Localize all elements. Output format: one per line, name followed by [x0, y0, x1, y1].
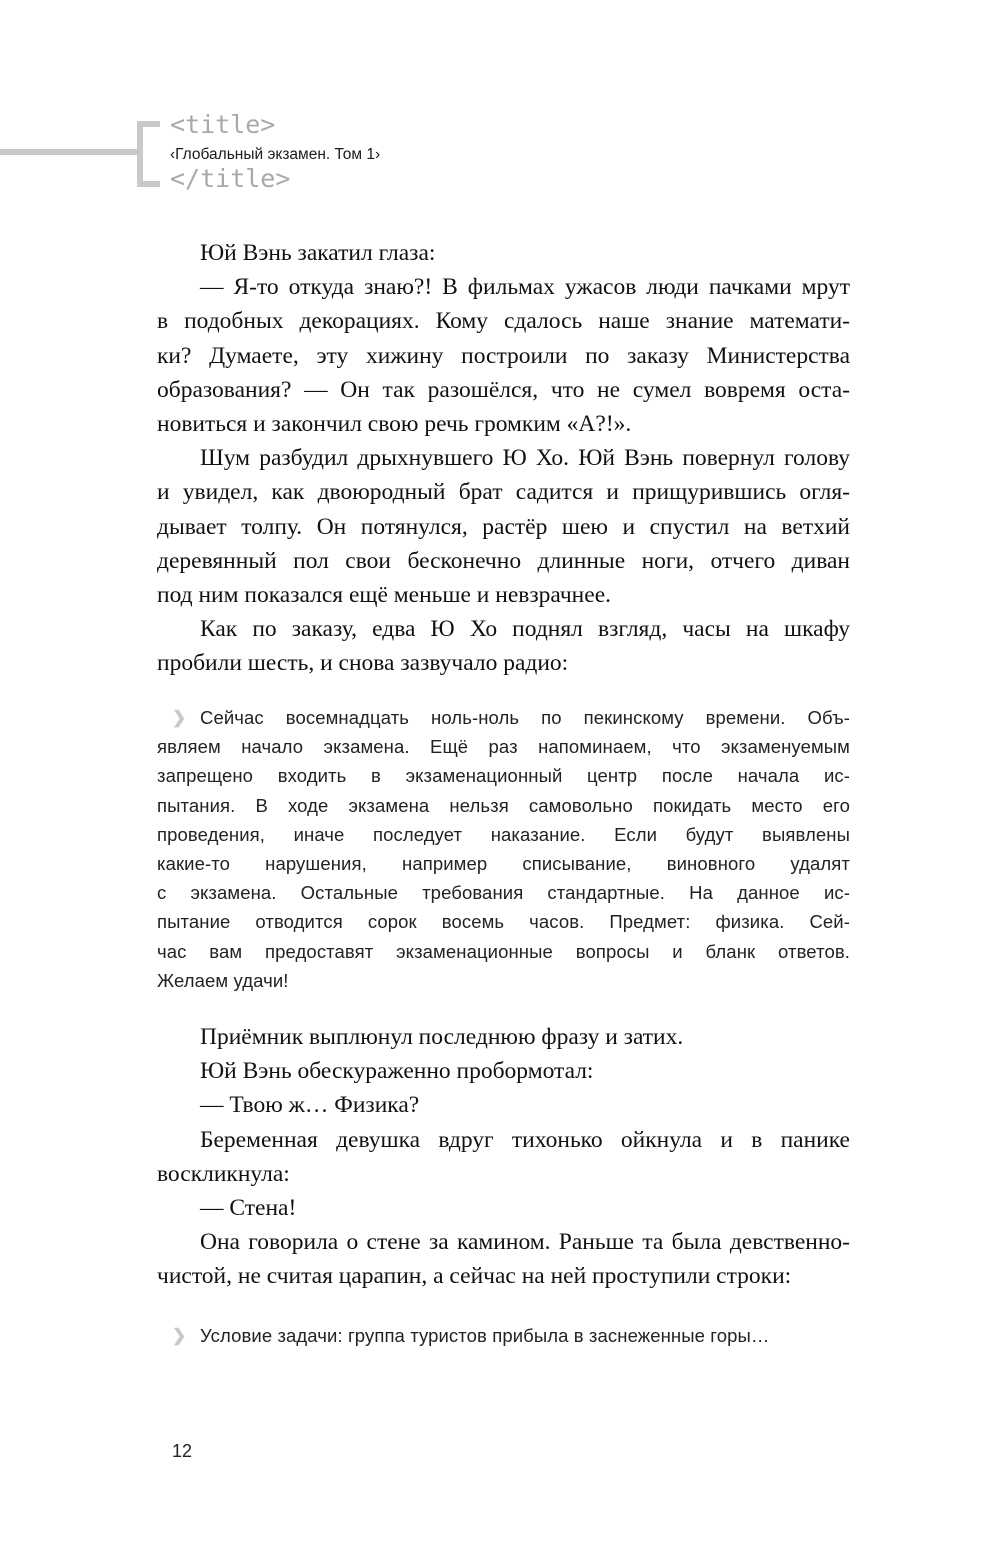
- quote-arrow-icon: ❯: [172, 708, 187, 727]
- running-head-book-title: ‹Глобальный экзамен. Том 1›: [170, 146, 381, 163]
- text-line: дывает толпу. Он потянулся, растёр шею и спустил на ветхий: [157, 513, 850, 540]
- paragraph: [157, 1123, 850, 1191]
- header-rule: [0, 149, 140, 155]
- text-line: какие-то нарушения, например списывание, виновного удалят: [157, 853, 850, 875]
- quote-paragraph: [157, 703, 850, 995]
- header-bracket: [137, 121, 160, 187]
- text-line: Юй Вэнь закатил глаза:: [200, 240, 436, 266]
- text-line: Она говорила о стене за камином. Раньше та была девственно-: [200, 1229, 850, 1256]
- text-line: Приёмник выплюнул последнюю фразу и затих.: [200, 1024, 684, 1050]
- quote-paragraph: [157, 1321, 850, 1350]
- paragraph: [157, 270, 850, 441]
- text-line: Условие задачи: группа туристов прибыла в заснеженные горы…: [200, 1325, 770, 1346]
- quote-arrow-icon: ❯: [172, 1326, 187, 1345]
- text-line: — Я-то откуда знаю?! В фильмах ужасов люди пачками мрут: [200, 274, 850, 301]
- prose-block: [157, 1020, 850, 1294]
- text-line: проведения, иначе последует наказание. Если будут выявлены: [157, 823, 850, 845]
- text-line: в подобных декорациях. Кому сдалось наше знание математи-: [157, 308, 850, 335]
- page-number: 12: [172, 1441, 193, 1461]
- text-line: запрещено входить в экзаменационный центр после начала ис-: [157, 765, 850, 787]
- text-line: Как по заказу, едва Ю Хо поднял взгляд, часы на шкафу: [200, 616, 850, 643]
- text-line: являем начало экзамена. Ещё раз напоминаем, что экзаменуемым: [157, 736, 850, 758]
- text-line: образования? — Он так разошёлся, что не сумел вовремя оста-: [157, 376, 850, 403]
- text-line: деревянный пол свои бесконечно длинные ноги, отчего диван: [157, 547, 850, 574]
- paragraph: [157, 1225, 850, 1293]
- close-title-tag: </title>: [170, 164, 291, 193]
- text-line: Шум разбудил дрыхнувшего Ю Хо. Юй Вэнь повернул голову: [200, 445, 850, 472]
- text-line: Сейчас восемнадцать ноль-ноль по пекинскому времени. Объ-: [200, 707, 850, 728]
- radio-quote-block: [157, 703, 850, 995]
- text-line: воскликнула:: [157, 1160, 290, 1187]
- text-line: Юй Вэнь обескураженно пробормотал:: [200, 1058, 594, 1085]
- prose-block: [157, 236, 850, 681]
- text-line: пробили шесть, и снова зазвучало радио:: [157, 650, 569, 677]
- paragraph: [157, 236, 850, 270]
- paragraph: [157, 1088, 850, 1122]
- paragraph: [157, 441, 850, 612]
- text-line: пытания. В ходе экзамена нельзя самовольно покидать место его: [157, 794, 850, 816]
- text-line: час вам предоставят экзаменационные вопросы и бланк ответов.: [157, 940, 850, 962]
- paragraph: [157, 1191, 850, 1225]
- text-line: — Твою ж… Физика?: [200, 1092, 420, 1119]
- text-line: — Стена!: [200, 1195, 297, 1222]
- text-line: Беременная девушка вдруг тихонько ойкнула и в панике: [200, 1126, 850, 1153]
- wall-quote-block: [157, 1321, 850, 1350]
- paragraph: [157, 612, 850, 680]
- paragraph: [157, 1020, 850, 1054]
- paragraph: [157, 1054, 850, 1088]
- text-line: с экзамена. Остальные требования стандартные. На данное ис-: [157, 882, 850, 904]
- text-line: под ним показался ещё меньше и невзрачнее.: [157, 582, 611, 609]
- text-line: ки? Думаете, эту хижину построили по заказу Министерства: [157, 342, 850, 369]
- text-line: пытание отводится сорок восемь часов. Предмет: физика. Сей-: [157, 911, 850, 933]
- text-line: чистой, не считая царапин, а сейчас на ней проступили строки:: [157, 1263, 792, 1290]
- text-line: и увидел, как двоюродный брат садится и прищурившись огля-: [157, 479, 850, 506]
- open-title-tag: <title>: [170, 110, 276, 139]
- text-line: новиться и закончил свою речь громким «А?!».: [157, 411, 632, 438]
- text-line: Желаем удачи!: [157, 969, 289, 991]
